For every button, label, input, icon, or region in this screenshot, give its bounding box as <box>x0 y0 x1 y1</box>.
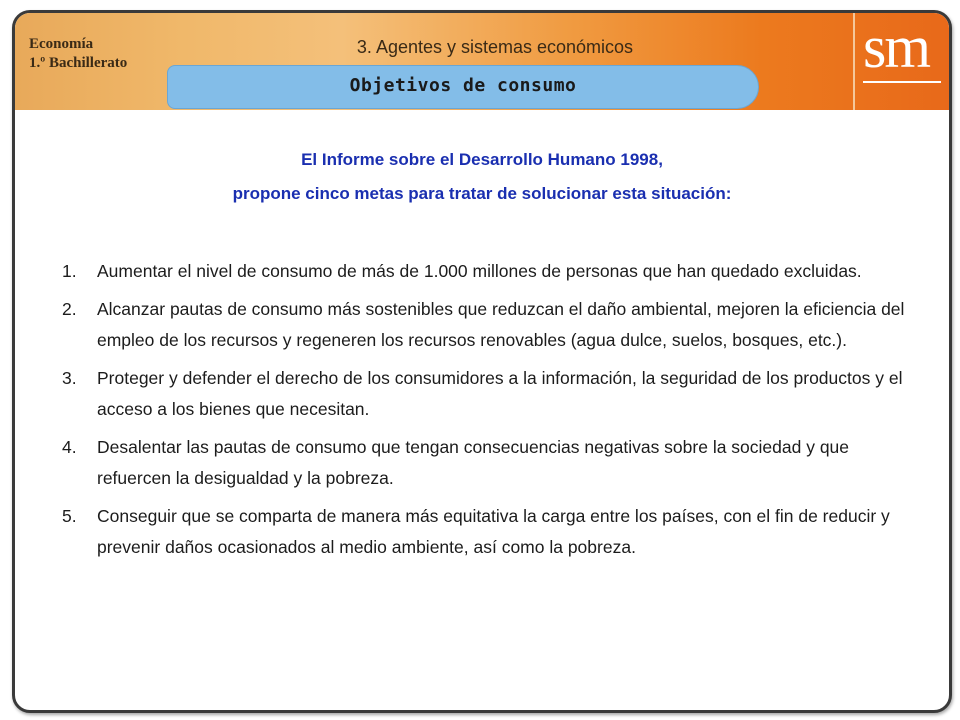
logo-text: sm <box>863 14 930 80</box>
list-item-text: Conseguir que se comparta de manera más equitativa la carga entre los países, con el fin de reducir y prevenir daños ocasionados al medio ambiente, así como la pobreza. <box>97 506 890 557</box>
list-item-text: Desalentar las pautas de consumo que tengan consecuencias negativas sobre la sociedad y que refuercen la desigualdad y la pobreza. <box>97 437 850 488</box>
course-level: 1.º Bachillerato <box>29 55 128 71</box>
goals-list <box>62 256 922 570</box>
list-item-number: 2. <box>62 299 77 319</box>
list-item-text: Aumentar el nivel de consumo de más de 1.000 millones de personas que han quedado excluidas. <box>97 261 862 281</box>
list-item <box>62 256 922 287</box>
section-title-banner <box>167 65 759 109</box>
list-item-number: 3. <box>62 368 77 388</box>
sm-logo <box>849 13 949 110</box>
subject-name: Economía <box>29 36 94 52</box>
intro-line-1: El Informe sobre el Desarrollo Humano 1998, <box>301 150 663 169</box>
list-item <box>62 501 922 563</box>
list-item <box>62 432 922 494</box>
list-item <box>62 363 922 425</box>
list-item-text: Proteger y defender el derecho de los consumidores a la información, la seguridad de los productos y el acceso a los bienes que necesitan. <box>97 368 903 419</box>
header-band <box>15 13 949 110</box>
logo-divider <box>853 13 855 110</box>
list-item-text: Alcanzar pautas de consumo más sostenibles que reduzcan el daño ambiental, mejoren la eficiencia del empleo de los recursos y regeneren los recursos renovables (agua dulce, suelos, bosques, etc.). <box>97 299 905 350</box>
list-item-number: 1. <box>62 261 77 281</box>
subject-label <box>29 35 127 73</box>
slide-frame <box>12 10 952 713</box>
list-item <box>62 294 922 356</box>
list-item-number: 4. <box>62 437 77 457</box>
unit-title: 3. Agentes y sistemas económicos <box>356 37 634 57</box>
intro-heading <box>15 143 949 211</box>
section-title: Objetivos de consumo <box>349 75 577 96</box>
logo-underline <box>863 81 941 83</box>
intro-line-2: propone cinco metas para tratar de solucionar esta situación: <box>232 184 732 203</box>
list-item-number: 5. <box>62 506 77 526</box>
